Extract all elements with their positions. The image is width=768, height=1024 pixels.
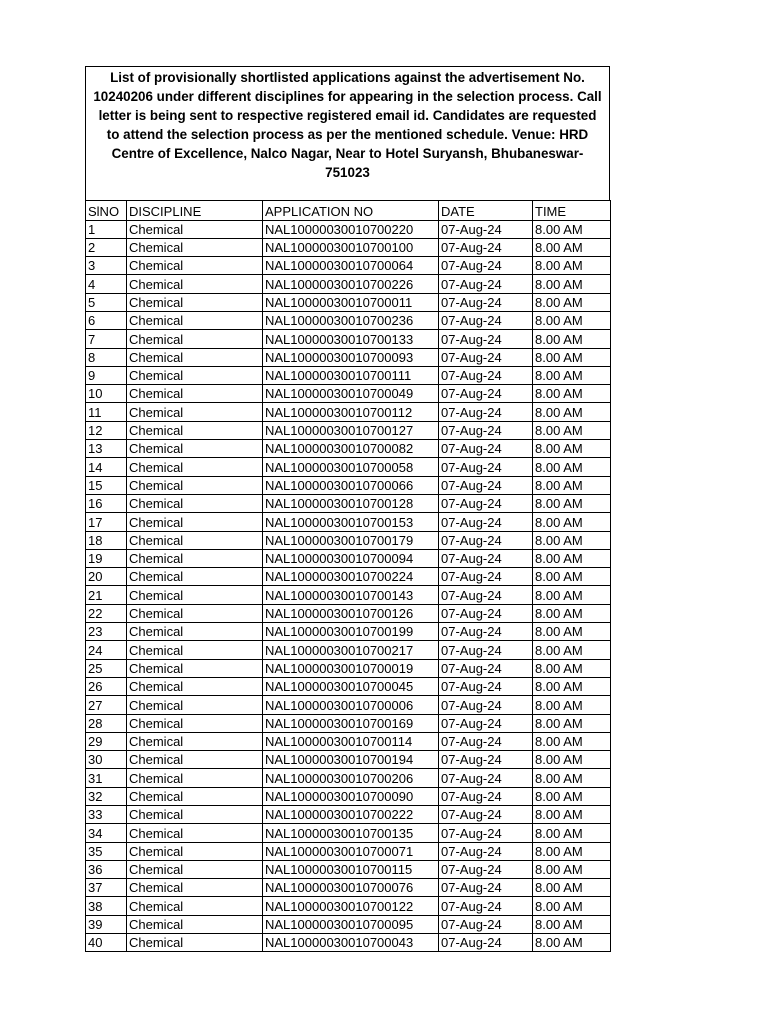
time-cell: 8.00 AM	[533, 714, 611, 732]
time-cell: 8.00 AM	[533, 787, 611, 805]
discipline-cell: Chemical	[127, 238, 263, 256]
time-cell: 8.00 AM	[533, 220, 611, 238]
application-no-cell: NAL10000030010700199	[263, 623, 439, 641]
time-cell: 8.00 AM	[533, 311, 611, 329]
time-cell: 8.00 AM	[533, 641, 611, 659]
application-no-cell: NAL10000030010700066	[263, 476, 439, 494]
discipline-cell: Chemical	[127, 293, 263, 311]
notice-text: List of provisionally shortlisted applications against the advertisement No. 10240206 under different disciplines for appearing in the selection process. Call letter is being sent to respective registered email id. Candidates are requested to attend the selection process as per the mentioned schedule. Venue: HRD Centre of Excellence, Nalco Nagar, Near to Hotel Suryansh, Bhubaneswar-751023	[93, 70, 602, 180]
application-no-cell: NAL10000030010700220	[263, 220, 439, 238]
application-no-cell: NAL10000030010700043	[263, 934, 439, 952]
time-cell: 8.00 AM	[533, 732, 611, 750]
application-no-cell: NAL10000030010700111	[263, 366, 439, 384]
table-row	[86, 293, 611, 311]
date-cell: 07-Aug-24	[439, 842, 533, 860]
slno-cell: 5	[86, 293, 127, 311]
discipline-cell: Chemical	[127, 787, 263, 805]
discipline-cell: Chemical	[127, 366, 263, 384]
discipline-cell: Chemical	[127, 751, 263, 769]
application-no-cell: NAL10000030010700071	[263, 842, 439, 860]
table-row	[86, 549, 611, 567]
application-no-cell: NAL10000030010700169	[263, 714, 439, 732]
time-cell: 8.00 AM	[533, 238, 611, 256]
table-row	[86, 769, 611, 787]
date-cell: 07-Aug-24	[439, 531, 533, 549]
slno-cell: 28	[86, 714, 127, 732]
slno-cell: 33	[86, 806, 127, 824]
slno-cell: 6	[86, 311, 127, 329]
application-no-cell: NAL10000030010700115	[263, 860, 439, 878]
application-no-cell: NAL10000030010700179	[263, 531, 439, 549]
column-header-time: TIME	[533, 201, 611, 221]
time-cell: 8.00 AM	[533, 604, 611, 622]
notice-box	[85, 66, 610, 200]
table-row	[86, 531, 611, 549]
date-cell: 07-Aug-24	[439, 586, 533, 604]
date-cell: 07-Aug-24	[439, 476, 533, 494]
slno-cell: 19	[86, 549, 127, 567]
date-cell: 07-Aug-24	[439, 293, 533, 311]
discipline-cell: Chemical	[127, 568, 263, 586]
slno-cell: 27	[86, 696, 127, 714]
table-row	[86, 568, 611, 586]
application-no-cell: NAL10000030010700128	[263, 494, 439, 512]
discipline-cell: Chemical	[127, 824, 263, 842]
slno-cell: 30	[86, 751, 127, 769]
date-cell: 07-Aug-24	[439, 879, 533, 897]
time-cell: 8.00 AM	[533, 879, 611, 897]
slno-cell: 10	[86, 385, 127, 403]
application-no-cell: NAL10000030010700076	[263, 879, 439, 897]
discipline-cell: Chemical	[127, 806, 263, 824]
discipline-cell: Chemical	[127, 348, 263, 366]
table-row	[86, 623, 611, 641]
slno-cell: 25	[86, 659, 127, 677]
slno-cell: 40	[86, 934, 127, 952]
time-cell: 8.00 AM	[533, 458, 611, 476]
slno-cell: 18	[86, 531, 127, 549]
table-row	[86, 421, 611, 439]
table-row	[86, 440, 611, 458]
time-cell: 8.00 AM	[533, 751, 611, 769]
application-no-cell: NAL10000030010700095	[263, 915, 439, 933]
slno-cell: 9	[86, 366, 127, 384]
date-cell: 07-Aug-24	[439, 440, 533, 458]
table-row	[86, 879, 611, 897]
discipline-cell: Chemical	[127, 677, 263, 695]
date-cell: 07-Aug-24	[439, 806, 533, 824]
date-cell: 07-Aug-24	[439, 641, 533, 659]
discipline-cell: Chemical	[127, 915, 263, 933]
slno-cell: 17	[86, 513, 127, 531]
application-no-cell: NAL10000030010700135	[263, 824, 439, 842]
time-cell: 8.00 AM	[533, 257, 611, 275]
time-cell: 8.00 AM	[533, 586, 611, 604]
shortlist-sheet	[85, 66, 610, 952]
table-row	[86, 860, 611, 878]
application-no-cell: NAL10000030010700112	[263, 403, 439, 421]
table-row	[86, 366, 611, 384]
table-row	[86, 238, 611, 256]
application-no-cell: NAL10000030010700006	[263, 696, 439, 714]
slno-cell: 29	[86, 732, 127, 750]
application-no-cell: NAL10000030010700153	[263, 513, 439, 531]
discipline-cell: Chemical	[127, 714, 263, 732]
time-cell: 8.00 AM	[533, 403, 611, 421]
slno-cell: 3	[86, 257, 127, 275]
date-cell: 07-Aug-24	[439, 659, 533, 677]
date-cell: 07-Aug-24	[439, 897, 533, 915]
slno-cell: 36	[86, 860, 127, 878]
time-cell: 8.00 AM	[533, 659, 611, 677]
date-cell: 07-Aug-24	[439, 934, 533, 952]
date-cell: 07-Aug-24	[439, 330, 533, 348]
time-cell: 8.00 AM	[533, 860, 611, 878]
table-row	[86, 330, 611, 348]
table-row	[86, 604, 611, 622]
slno-cell: 20	[86, 568, 127, 586]
slno-cell: 21	[86, 586, 127, 604]
date-cell: 07-Aug-24	[439, 732, 533, 750]
time-cell: 8.00 AM	[533, 806, 611, 824]
application-no-cell: NAL10000030010700019	[263, 659, 439, 677]
discipline-cell: Chemical	[127, 623, 263, 641]
table-header-row	[86, 201, 611, 221]
date-cell: 07-Aug-24	[439, 311, 533, 329]
application-no-cell: NAL10000030010700222	[263, 806, 439, 824]
table-row	[86, 806, 611, 824]
application-no-cell: NAL10000030010700058	[263, 458, 439, 476]
time-cell: 8.00 AM	[533, 385, 611, 403]
date-cell: 07-Aug-24	[439, 860, 533, 878]
table-row	[86, 824, 611, 842]
time-cell: 8.00 AM	[533, 348, 611, 366]
table-row	[86, 915, 611, 933]
time-cell: 8.00 AM	[533, 696, 611, 714]
column-header-slno: SlNO	[86, 201, 127, 221]
slno-cell: 26	[86, 677, 127, 695]
discipline-cell: Chemical	[127, 403, 263, 421]
time-cell: 8.00 AM	[533, 275, 611, 293]
table-body	[86, 220, 611, 952]
time-cell: 8.00 AM	[533, 568, 611, 586]
table-row	[86, 842, 611, 860]
shortlist-table	[85, 200, 611, 952]
time-cell: 8.00 AM	[533, 549, 611, 567]
discipline-cell: Chemical	[127, 934, 263, 952]
slno-cell: 22	[86, 604, 127, 622]
slno-cell: 1	[86, 220, 127, 238]
table-row	[86, 659, 611, 677]
table-row	[86, 641, 611, 659]
application-no-cell: NAL10000030010700217	[263, 641, 439, 659]
discipline-cell: Chemical	[127, 330, 263, 348]
date-cell: 07-Aug-24	[439, 348, 533, 366]
table-row	[86, 897, 611, 915]
column-header-discipline: DISCIPLINE	[127, 201, 263, 221]
time-cell: 8.00 AM	[533, 769, 611, 787]
application-no-cell: NAL10000030010700122	[263, 897, 439, 915]
table-row	[86, 751, 611, 769]
time-cell: 8.00 AM	[533, 513, 611, 531]
slno-cell: 2	[86, 238, 127, 256]
column-header-application-no: APPLICATION NO	[263, 201, 439, 221]
date-cell: 07-Aug-24	[439, 568, 533, 586]
slno-cell: 24	[86, 641, 127, 659]
date-cell: 07-Aug-24	[439, 458, 533, 476]
date-cell: 07-Aug-24	[439, 257, 533, 275]
time-cell: 8.00 AM	[533, 915, 611, 933]
application-no-cell: NAL10000030010700100	[263, 238, 439, 256]
time-cell: 8.00 AM	[533, 623, 611, 641]
application-no-cell: NAL10000030010700206	[263, 769, 439, 787]
date-cell: 07-Aug-24	[439, 751, 533, 769]
table-row	[86, 348, 611, 366]
table-row	[86, 586, 611, 604]
date-cell: 07-Aug-24	[439, 403, 533, 421]
discipline-cell: Chemical	[127, 476, 263, 494]
date-cell: 07-Aug-24	[439, 769, 533, 787]
discipline-cell: Chemical	[127, 897, 263, 915]
discipline-cell: Chemical	[127, 769, 263, 787]
discipline-cell: Chemical	[127, 421, 263, 439]
time-cell: 8.00 AM	[533, 421, 611, 439]
date-cell: 07-Aug-24	[439, 513, 533, 531]
table-row	[86, 934, 611, 952]
discipline-cell: Chemical	[127, 513, 263, 531]
slno-cell: 34	[86, 824, 127, 842]
discipline-cell: Chemical	[127, 220, 263, 238]
slno-cell: 14	[86, 458, 127, 476]
application-no-cell: NAL10000030010700082	[263, 440, 439, 458]
slno-cell: 32	[86, 787, 127, 805]
time-cell: 8.00 AM	[533, 934, 611, 952]
table-row	[86, 677, 611, 695]
table-row	[86, 476, 611, 494]
slno-cell: 11	[86, 403, 127, 421]
time-cell: 8.00 AM	[533, 476, 611, 494]
date-cell: 07-Aug-24	[439, 385, 533, 403]
date-cell: 07-Aug-24	[439, 696, 533, 714]
discipline-cell: Chemical	[127, 659, 263, 677]
date-cell: 07-Aug-24	[439, 714, 533, 732]
date-cell: 07-Aug-24	[439, 238, 533, 256]
table-row	[86, 220, 611, 238]
table-row	[86, 257, 611, 275]
application-no-cell: NAL10000030010700226	[263, 275, 439, 293]
slno-cell: 39	[86, 915, 127, 933]
discipline-cell: Chemical	[127, 879, 263, 897]
application-no-cell: NAL10000030010700093	[263, 348, 439, 366]
discipline-cell: Chemical	[127, 440, 263, 458]
time-cell: 8.00 AM	[533, 677, 611, 695]
slno-cell: 12	[86, 421, 127, 439]
date-cell: 07-Aug-24	[439, 421, 533, 439]
date-cell: 07-Aug-24	[439, 275, 533, 293]
slno-cell: 31	[86, 769, 127, 787]
date-cell: 07-Aug-24	[439, 366, 533, 384]
slno-cell: 4	[86, 275, 127, 293]
slno-cell: 23	[86, 623, 127, 641]
date-cell: 07-Aug-24	[439, 494, 533, 512]
discipline-cell: Chemical	[127, 842, 263, 860]
discipline-cell: Chemical	[127, 696, 263, 714]
time-cell: 8.00 AM	[533, 293, 611, 311]
application-no-cell: NAL10000030010700045	[263, 677, 439, 695]
table-row	[86, 275, 611, 293]
date-cell: 07-Aug-24	[439, 623, 533, 641]
discipline-cell: Chemical	[127, 494, 263, 512]
slno-cell: 37	[86, 879, 127, 897]
application-no-cell: NAL10000030010700094	[263, 549, 439, 567]
table-row	[86, 787, 611, 805]
slno-cell: 7	[86, 330, 127, 348]
time-cell: 8.00 AM	[533, 842, 611, 860]
application-no-cell: NAL10000030010700194	[263, 751, 439, 769]
time-cell: 8.00 AM	[533, 440, 611, 458]
table-row	[86, 494, 611, 512]
discipline-cell: Chemical	[127, 458, 263, 476]
table-row	[86, 385, 611, 403]
discipline-cell: Chemical	[127, 385, 263, 403]
application-no-cell: NAL10000030010700114	[263, 732, 439, 750]
table-row	[86, 403, 611, 421]
slno-cell: 35	[86, 842, 127, 860]
table-row	[86, 458, 611, 476]
slno-cell: 16	[86, 494, 127, 512]
discipline-cell: Chemical	[127, 641, 263, 659]
application-no-cell: NAL10000030010700126	[263, 604, 439, 622]
date-cell: 07-Aug-24	[439, 824, 533, 842]
slno-cell: 15	[86, 476, 127, 494]
application-no-cell: NAL10000030010700133	[263, 330, 439, 348]
time-cell: 8.00 AM	[533, 330, 611, 348]
date-cell: 07-Aug-24	[439, 915, 533, 933]
discipline-cell: Chemical	[127, 549, 263, 567]
table-row	[86, 732, 611, 750]
slno-cell: 38	[86, 897, 127, 915]
time-cell: 8.00 AM	[533, 494, 611, 512]
discipline-cell: Chemical	[127, 732, 263, 750]
date-cell: 07-Aug-24	[439, 787, 533, 805]
date-cell: 07-Aug-24	[439, 604, 533, 622]
discipline-cell: Chemical	[127, 311, 263, 329]
discipline-cell: Chemical	[127, 860, 263, 878]
discipline-cell: Chemical	[127, 586, 263, 604]
column-header-date: DATE	[439, 201, 533, 221]
slno-cell: 8	[86, 348, 127, 366]
application-no-cell: NAL10000030010700224	[263, 568, 439, 586]
discipline-cell: Chemical	[127, 604, 263, 622]
date-cell: 07-Aug-24	[439, 549, 533, 567]
application-no-cell: NAL10000030010700127	[263, 421, 439, 439]
slno-cell: 13	[86, 440, 127, 458]
application-no-cell: NAL10000030010700011	[263, 293, 439, 311]
application-no-cell: NAL10000030010700143	[263, 586, 439, 604]
date-cell: 07-Aug-24	[439, 677, 533, 695]
discipline-cell: Chemical	[127, 275, 263, 293]
table-row	[86, 696, 611, 714]
time-cell: 8.00 AM	[533, 531, 611, 549]
application-no-cell: NAL10000030010700236	[263, 311, 439, 329]
table-row	[86, 513, 611, 531]
table-row	[86, 714, 611, 732]
time-cell: 8.00 AM	[533, 366, 611, 384]
time-cell: 8.00 AM	[533, 824, 611, 842]
discipline-cell: Chemical	[127, 257, 263, 275]
application-no-cell: NAL10000030010700064	[263, 257, 439, 275]
discipline-cell: Chemical	[127, 531, 263, 549]
date-cell: 07-Aug-24	[439, 220, 533, 238]
time-cell: 8.00 AM	[533, 897, 611, 915]
application-no-cell: NAL10000030010700090	[263, 787, 439, 805]
table-row	[86, 311, 611, 329]
application-no-cell: NAL10000030010700049	[263, 385, 439, 403]
